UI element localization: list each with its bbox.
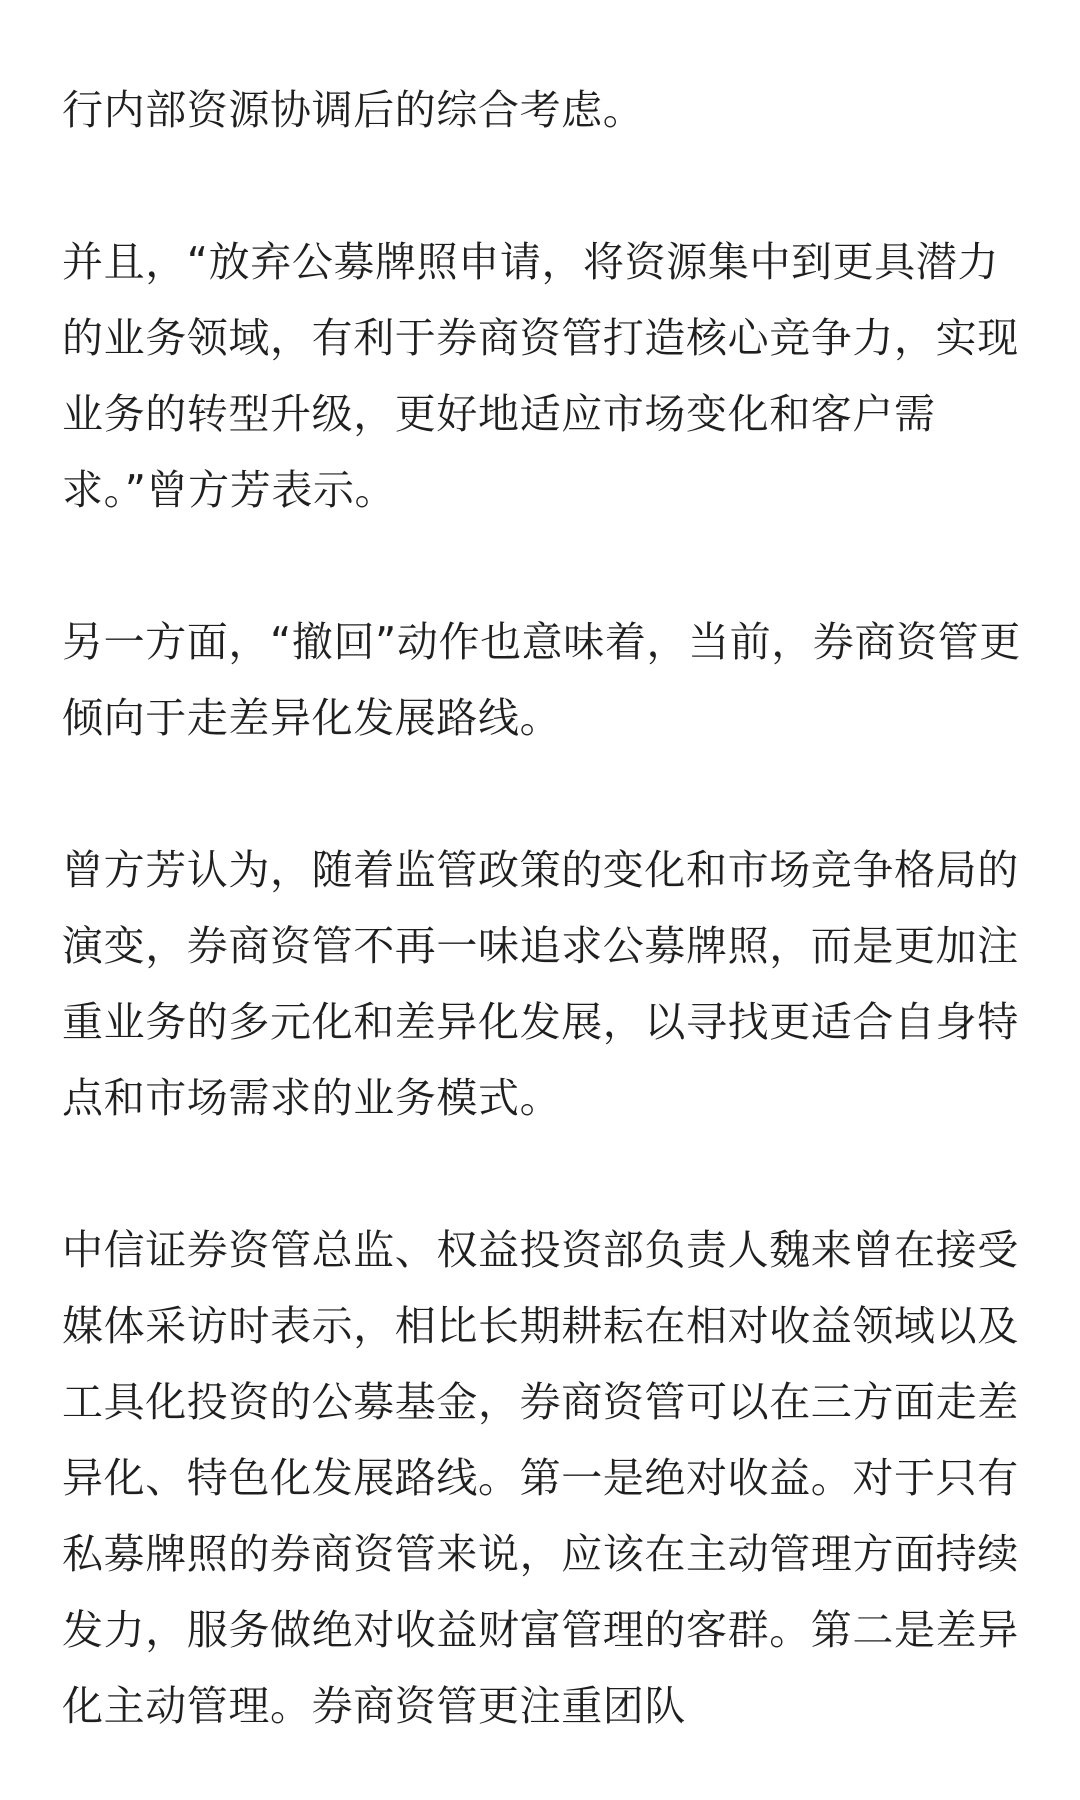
- paragraph-2: 并且，“放弃公募牌照申请，将资源集中到更具潜力的业务领域，有利于券商资管打造核心竞争力，实现业务的转型升级，更好地适应市场变化和客户需求。”曾方芳表示。: [62, 238, 1019, 514]
- paragraph-5: 中信证券资管总监、权益投资部负责人魏来曾在接受媒体采访时表示，相比长期耕耘在相对收益领域以及工具化投资的公募基金，券商资管可以在三方面走差异化、特色化发展路线。第一是绝对收益。对于只有私募牌照的券商资管来说，应该在主动管理方面持续发力，服务做绝对收益财富管理的客群。第二是差异化主动管理。券商资管更注重团队: [62, 1226, 1019, 1730]
- paragraph-4: 曾方芳认为，随着监管政策的变化和市场竞争格局的演变，券商资管不再一味追求公募牌照，而是更加注重业务的多元化和差异化发展，以寻找更适合自身特点和市场需求的业务模式。: [62, 846, 1019, 1122]
- paragraph-3: 另一方面，“撤回”动作也意味着，当前，券商资管更倾向于走差异化发展路线。: [62, 618, 1021, 742]
- article-body: [62, 72, 1022, 1744]
- paragraph-1: 行内部资源协调后的综合考虑。: [62, 86, 645, 134]
